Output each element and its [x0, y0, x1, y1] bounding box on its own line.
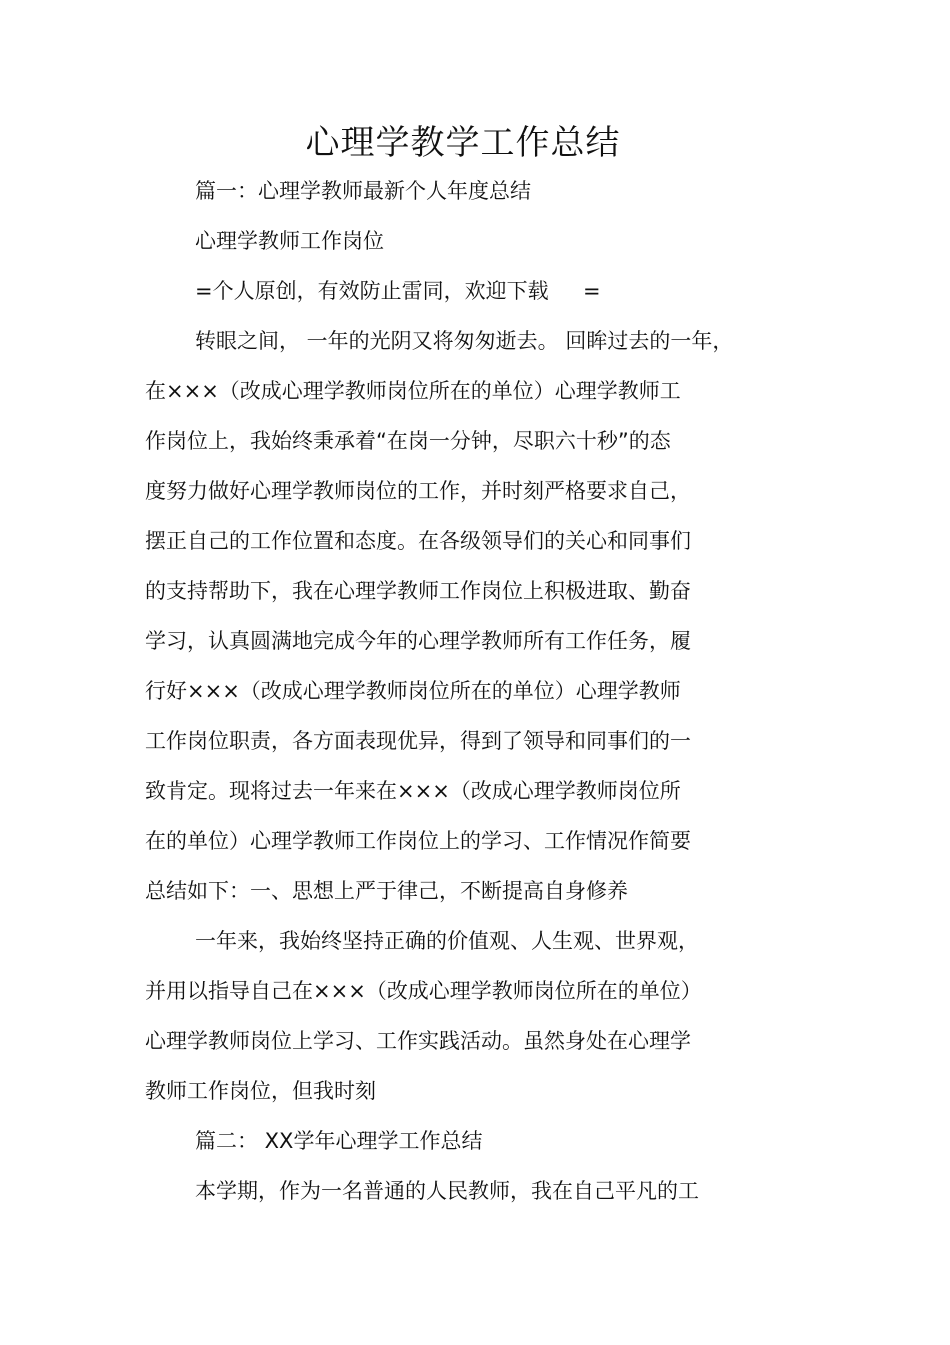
paragraph-line: 教师工作岗位，但我时刻 [145, 1079, 376, 1103]
job-title-line: 心理学教师工作岗位 [195, 229, 384, 253]
paragraph-line: 工作岗位职责，各方面表现优异，得到了领导和同事们的一 [145, 729, 691, 753]
paragraph-line: 在的单位）心理学教师工作岗位上的学习、工作情况作简要 [145, 829, 691, 853]
document-title: 心理学教学工作总结 [305, 123, 621, 163]
paragraph-line: 行好×××（改成心理学教师岗位所在的单位）心理学教师 [145, 679, 681, 703]
paragraph-line: 在×××（改成心理学教师岗位所在的单位）心理学教师工 [145, 379, 681, 403]
paragraph-line: 本学期，作为一名普通的人民教师，我在自己平凡的工 [195, 1179, 699, 1203]
paragraph-line: 心理学教师岗位上学习、工作实践活动。虽然身处在心理学 [145, 1029, 691, 1053]
paragraph-line: 总结如下：一、思想上严于律己，不断提高自身修养 [145, 879, 628, 903]
paragraph-line: 转眼之间， 一年的光阴又将匆匆逝去。 回眸过去的一年， [195, 329, 734, 353]
paragraph-line: 作岗位上，我始终秉承着“在岗一分钟，尽职六十秒”的态 [145, 429, 671, 453]
paragraph-line: 度努力做好心理学教师岗位的工作，并时刻严格要求自己， [145, 479, 691, 503]
original-notice-line: =个人原创，有效防止雷同，欢迎下载 = [195, 279, 601, 303]
paragraph-line: 致肯定。现将过去一年来在×××（改成心理学教师岗位所 [145, 779, 681, 803]
paragraph-line: 摆正自己的工作位置和态度。在各级领导们的关心和同事们 [145, 529, 691, 553]
paragraph-line: 学习，认真圆满地完成今年的心理学教师所有工作任务，履 [145, 629, 691, 653]
section-heading-1: 篇一：心理学教师最新个人年度总结 [195, 179, 531, 203]
paragraph-line: 并用以指导自己在×××（改成心理学教师岗位所在的单位） [145, 979, 702, 1003]
paragraph-line: 的支持帮助下，我在心理学教师工作岗位上积极进取、勤奋 [145, 579, 691, 603]
paragraph-line: 一年来，我始终坚持正确的价值观、人生观、世界观， [195, 929, 699, 953]
section-heading-2: 篇二： XX学年心理学工作总结 [195, 1129, 483, 1153]
